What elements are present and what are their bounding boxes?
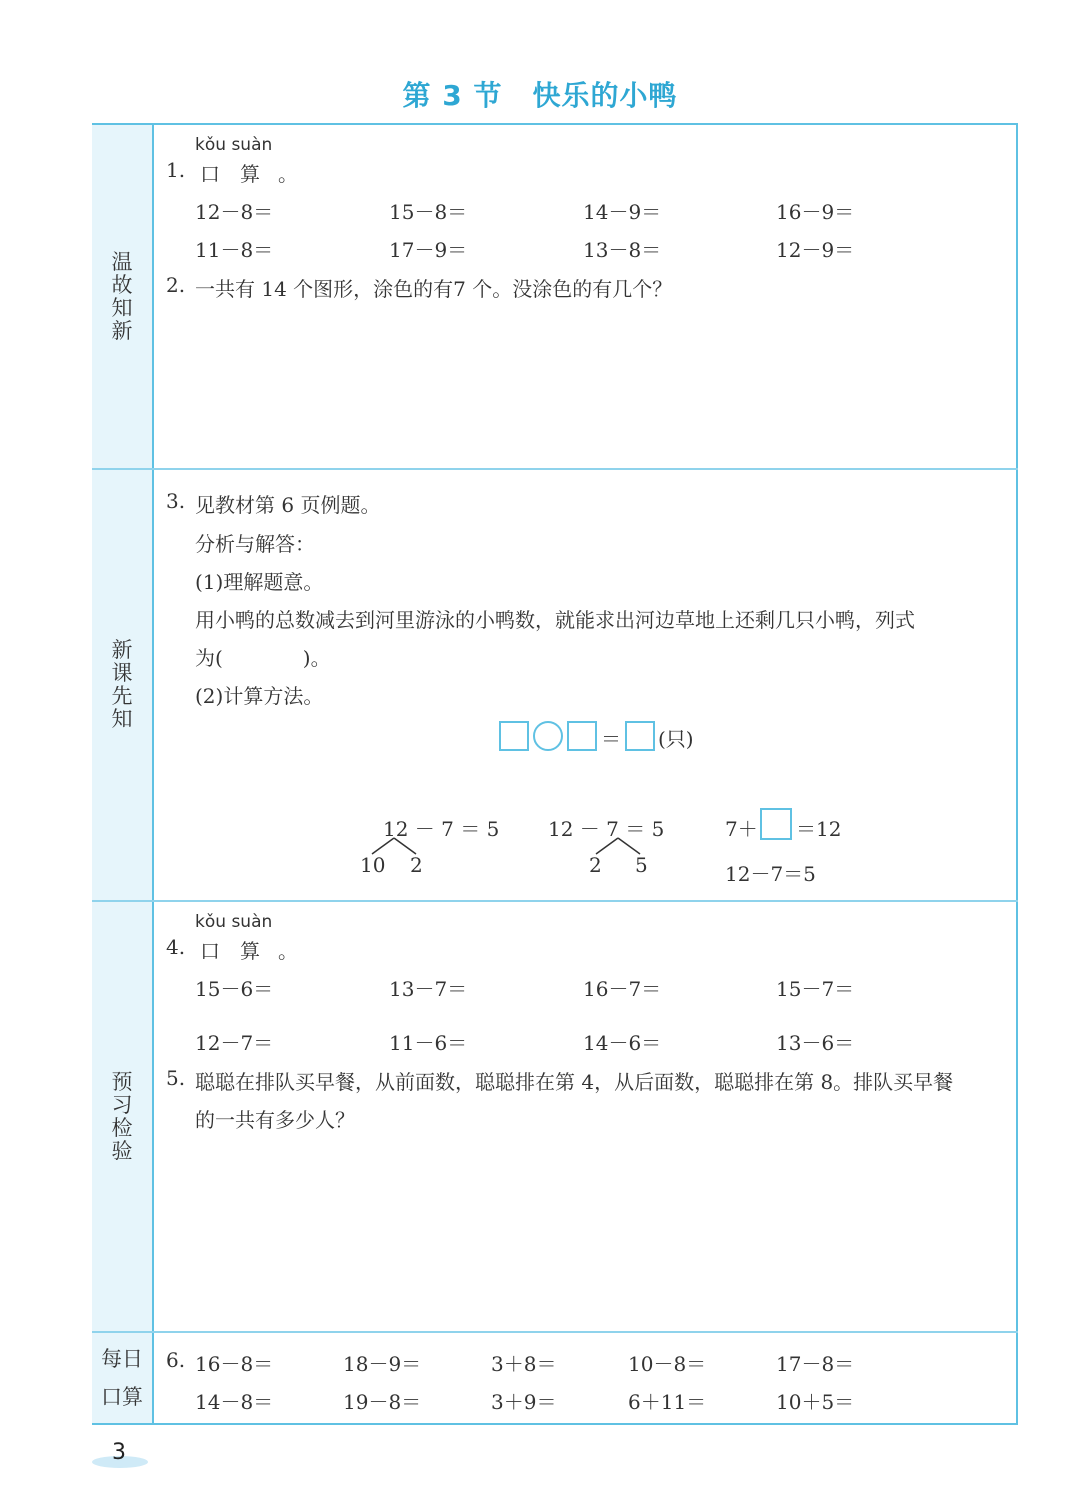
question-paragraph: 用小鸭的总数减去到河里游泳的小鸭数，就能求出河边草地上还剩几只小鸭，列式 [195,608,915,632]
question-text: 一共有 14 个图形，涂色的有7 个。没涂色的有几个？ [195,277,673,301]
answer-box[interactable] [499,721,529,751]
arithmetic-item: 14－6＝ [583,1031,662,1055]
arithmetic-item: 13－8＝ [583,238,662,262]
arithmetic-item: 15－8＝ [389,200,468,224]
arithmetic-item: 18－9＝ [343,1352,422,1376]
side-label-review [92,125,154,469]
method-equation: 12 － 7 ＝ 5 [548,817,665,841]
question-number: 6. [166,1348,186,1372]
side-label-daily [92,1332,154,1423]
method-equation: 12 － 7 ＝ 5 [383,817,500,841]
step-heading: (2)计算方法。 [195,684,324,708]
section-number: 第 3 节 [402,79,503,112]
answer-box[interactable] [567,721,597,751]
arithmetic-item: 14－8＝ [195,1390,274,1414]
arithmetic-item: 16－7＝ [583,977,662,1001]
equals-sign: ＝ [601,727,621,751]
method-equation-part: ＝12 [796,817,842,841]
question-text: 见教材第 6 页例题。 [195,493,381,517]
side-label-preview [92,901,154,1332]
answer-box[interactable] [625,721,655,751]
question-number: 4. [166,935,186,959]
page-number [92,1442,148,1470]
question-number: 5. [166,1066,186,1090]
arithmetic-item: 17－8＝ [776,1352,855,1376]
section-divider [92,1331,1018,1333]
question-text: 聪聪在排队买早餐，从前面数，聪聪排在第 4，从后面数，聪聪排在第 8。排队买早餐 [195,1070,954,1094]
side-label-text: 新课先知 [111,638,133,731]
arithmetic-item: 15－7＝ [776,977,855,1001]
worksheet-frame [92,123,1018,1425]
section-divider [92,468,1018,470]
question-text: 的一共有多少人？ [195,1108,355,1132]
method-equation: 12－7＝5 [725,862,816,886]
arithmetic-item: 11－8＝ [195,238,274,262]
side-label-text: 预习检验 [111,1069,133,1163]
arithmetic-item: 13－7＝ [389,977,468,1001]
answer-blank-line[interactable]: 为( )。 [195,646,331,670]
question-number: 1. [166,158,186,182]
arithmetic-item: 16－8＝ [195,1352,274,1376]
pinyin: kǒu suàn [195,135,273,155]
arithmetic-item: 6＋11＝ [628,1390,707,1414]
question-label: 口 [200,162,220,186]
arithmetic-item: 10＋5＝ [776,1390,855,1414]
arithmetic-item: 15－6＝ [195,977,274,1001]
page-number-text: 3 [112,1440,126,1465]
question-number: 2. [166,273,186,297]
arithmetic-item: 14－9＝ [583,200,662,224]
arithmetic-item: 19－8＝ [343,1390,422,1414]
method-equation-part: 7＋ [725,817,758,841]
arithmetic-item: 12－7＝ [195,1031,274,1055]
arithmetic-item: 12－8＝ [195,200,274,224]
side-label-text: 温故知新 [111,250,133,343]
side-label-text: 口算 [101,1384,143,1409]
pinyin: kǒu suàn [195,912,273,932]
question-label: 。 [278,162,298,186]
answer-box[interactable] [760,808,792,840]
section-divider [92,900,1018,902]
step-heading: (1)理解题意。 [195,570,324,594]
arithmetic-item: 12－9＝ [776,238,855,262]
arithmetic-item: 3＋8＝ [491,1352,557,1376]
question-label: 。 [278,939,298,963]
arithmetic-item: 10－8＝ [628,1352,707,1376]
page-title [0,74,1080,114]
arithmetic-item: 11－6＝ [389,1031,468,1055]
question-label: 算 [240,162,260,186]
arithmetic-item: 17－9＝ [389,238,468,262]
question-label: 口 [200,939,220,963]
operator-circle[interactable] [533,721,563,751]
analysis-heading: 分析与解答： [195,532,315,556]
arithmetic-item: 16－9＝ [776,200,855,224]
question-number: 3. [166,489,186,513]
split-number: 2 [589,853,602,877]
split-number: 10 [360,853,386,877]
arithmetic-item: 13－6＝ [776,1031,855,1055]
split-number: 2 [410,853,423,877]
unit-label: (只) [658,727,694,751]
question-label: 算 [240,939,260,963]
side-label-new-lesson [92,469,154,901]
section-name: 快乐的小鸭 [532,79,678,112]
arithmetic-item: 3＋9＝ [491,1390,557,1414]
side-label-text: 每日 [101,1346,143,1371]
split-number: 5 [635,853,648,877]
